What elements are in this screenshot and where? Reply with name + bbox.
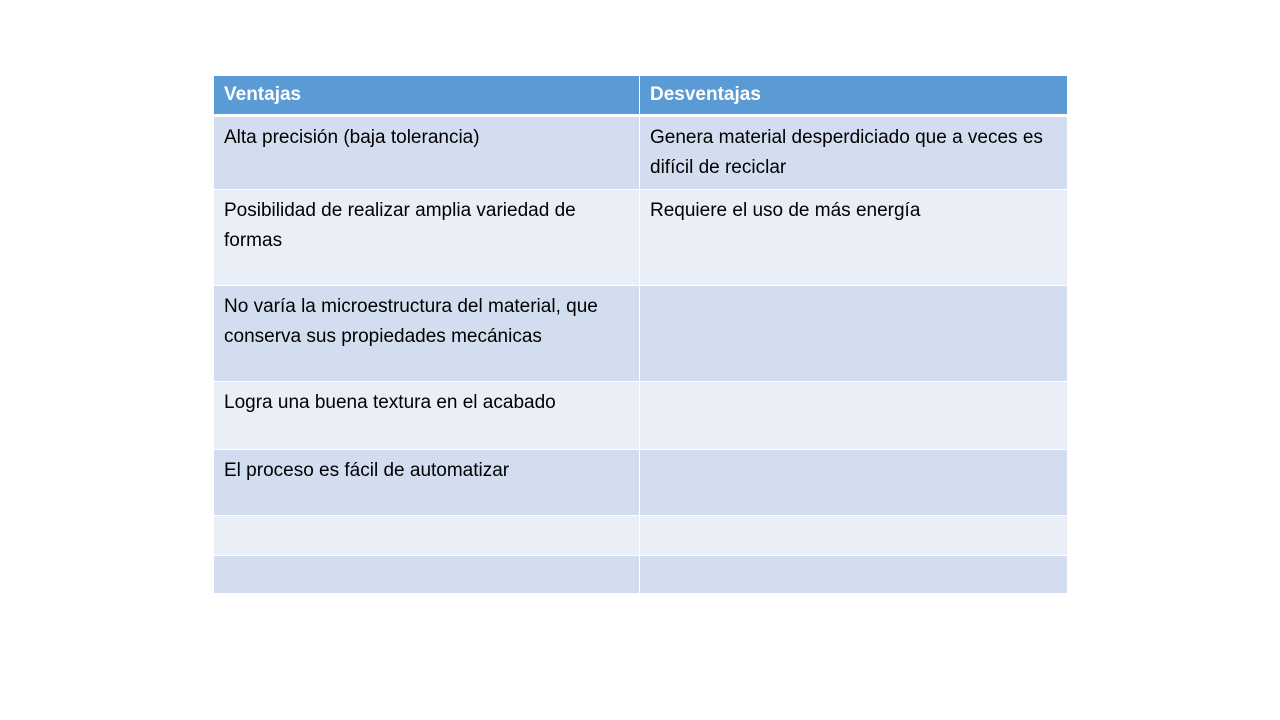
- advantage-cell: [214, 556, 640, 594]
- disadvantage-cell: Requiere el uso de más energía: [640, 190, 1068, 286]
- advantage-cell: Posibilidad de realizar amplia variedad de formas: [214, 190, 640, 286]
- disadvantage-cell: [640, 516, 1068, 556]
- advantage-cell: [214, 516, 640, 556]
- disadvantage-cell: [640, 556, 1068, 594]
- advantage-cell: El proceso es fácil de automatizar: [214, 450, 640, 516]
- table-row: [214, 286, 1068, 382]
- table-row: [214, 556, 1068, 594]
- advantage-cell: Alta precisión (baja tolerancia): [214, 116, 640, 190]
- table-row: [214, 382, 1068, 450]
- table-row: [214, 116, 1068, 190]
- header-disadvantages: Desventajas: [640, 76, 1068, 116]
- advantage-cell: No varía la microestructura del material, que conserva sus propiedades mecánicas: [214, 286, 640, 382]
- table-header-row: [214, 76, 1068, 116]
- advantage-cell: Logra una buena textura en el acabado: [214, 382, 640, 450]
- table-row: [214, 516, 1068, 556]
- advantages-disadvantages-table: [213, 75, 1068, 594]
- header-advantages: Ventajas: [214, 76, 640, 116]
- disadvantage-cell: [640, 286, 1068, 382]
- disadvantage-cell: [640, 450, 1068, 516]
- disadvantage-cell: Genera material desperdiciado que a veces es difícil de reciclar: [640, 116, 1068, 190]
- table-row: [214, 450, 1068, 516]
- table-row: [214, 190, 1068, 286]
- disadvantage-cell: [640, 382, 1068, 450]
